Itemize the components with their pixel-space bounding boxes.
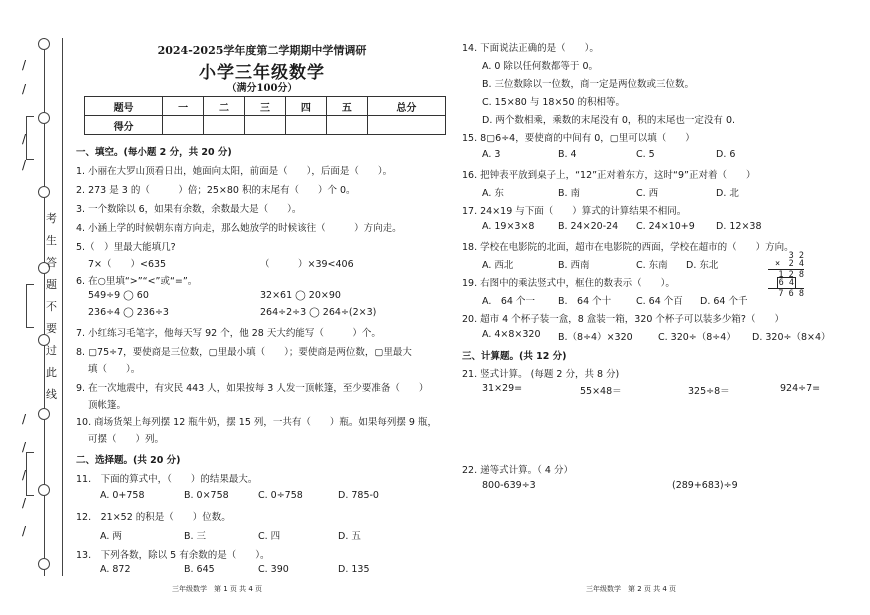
option: B. 24×20-24 bbox=[558, 221, 619, 232]
option: B. 三位数除以一位数，商一定是两位数或三位数。 bbox=[482, 79, 695, 90]
vertical-multiplication-figure bbox=[768, 252, 804, 298]
option: B. 645 bbox=[184, 564, 215, 575]
question-19: 19. 右图中的乘法竖式中，框住的数表示（ ）。 bbox=[462, 278, 675, 289]
full-score-label: （满分100分） bbox=[226, 83, 298, 94]
score-cell[interactable] bbox=[367, 116, 445, 135]
binding-bracket bbox=[26, 116, 34, 160]
question-10-cont: 可摆（ ）列。 bbox=[88, 434, 165, 445]
score-table-header: 五 bbox=[326, 97, 367, 116]
score-cell[interactable] bbox=[204, 116, 245, 135]
vm-multiplicand: 3 2 bbox=[788, 251, 804, 261]
score-cell[interactable] bbox=[285, 116, 326, 135]
binding-warning-char: 考 bbox=[46, 212, 57, 225]
option: C. 320÷（8÷4） bbox=[658, 332, 736, 343]
vm-result: 7 6 8 bbox=[778, 289, 804, 299]
vm-boxed-partial: 6 4 bbox=[778, 278, 794, 288]
score-cell[interactable] bbox=[326, 116, 367, 135]
page-footer: 三年级数学 第 1 页 共 4 页 bbox=[172, 585, 263, 593]
score-table-header: 三 bbox=[245, 97, 286, 116]
option: A. 19×3×8 bbox=[482, 221, 535, 232]
question-7: 7. 小红练习毛笔字，他每天写 92 个，他 28 天大约能写（ ）个。 bbox=[76, 328, 381, 339]
binding-slash: / bbox=[22, 468, 27, 482]
question-6-item: 32×61 ◯ 20×90 bbox=[260, 290, 341, 301]
question-6-item: 236÷4 ◯ 236÷3 bbox=[88, 307, 169, 318]
question-10: 10. 商场货架上每列摆 12 瓶牛奶，摆 15 列，一共有（ ）瓶。如果每列摆 9 瓶， bbox=[76, 417, 437, 428]
option: B. 南 bbox=[558, 188, 581, 199]
question-6-item: 264÷2÷3 ◯ 264÷(2×3) bbox=[260, 307, 377, 318]
score-table-row bbox=[85, 116, 446, 135]
question-6: 6. 在○里填“>”“<”或“=”。 bbox=[76, 276, 198, 287]
binding-warning-char: 答 bbox=[46, 256, 57, 269]
question-9: 9. 在一次地震中，有灾民 443 人，如果按每 3 人发一顶帐篷，至少要准备（ ） bbox=[76, 383, 429, 394]
calc-item: (289+683)÷9 bbox=[672, 480, 738, 491]
score-cell[interactable] bbox=[163, 116, 204, 135]
binding-slash: / bbox=[22, 440, 27, 454]
question-2: 2. 273 是 3 的（ ）倍；25×80 积的末尾有（ ）个 0。 bbox=[76, 185, 356, 196]
question-4: 4. 小涵上学的时候朝东南方向走，那么她放学的时候该往（ ）方向走。 bbox=[76, 223, 402, 234]
binding-margin bbox=[0, 0, 72, 615]
option: A. 4×8×320 bbox=[482, 329, 541, 340]
option: A. 872 bbox=[100, 564, 131, 575]
page-2 bbox=[462, 0, 862, 615]
question-1: 1. 小丽在大罗山顶看日出，她面向太阳，前面是（ ），后面是（ ）。 bbox=[76, 166, 393, 177]
option: A. 西北 bbox=[482, 260, 514, 271]
question-22: 22. 递等式计算。（ 4 分） bbox=[462, 465, 573, 476]
binding-hole-icon bbox=[38, 558, 50, 570]
score-table-header: 一 bbox=[163, 97, 204, 116]
option: A. 两 bbox=[100, 531, 122, 542]
binding-slash: / bbox=[22, 158, 27, 172]
option: C. 5 bbox=[636, 149, 655, 160]
option: C. 390 bbox=[258, 564, 289, 575]
binding-hole-icon bbox=[38, 484, 50, 496]
option: D. 6 bbox=[716, 149, 736, 160]
option: C. 64 个百 bbox=[636, 296, 683, 307]
option: B.（8÷4）×320 bbox=[558, 332, 633, 343]
option: A. 3 bbox=[482, 149, 501, 160]
question-6-item: 549÷9 ◯ 60 bbox=[88, 290, 149, 301]
exam-title: 2024-2025学年度第二学期期中学情调研 bbox=[157, 44, 367, 57]
binding-slash: / bbox=[22, 132, 27, 146]
binding-warning-char: 过 bbox=[46, 344, 57, 357]
question-12: 12. 21×52 的积是（ ）位数。 bbox=[76, 512, 231, 523]
question-16: 16. 把钟表平放到桌子上，“12”正对着东方，这时“9”正对着（ ） bbox=[462, 170, 756, 181]
option: D. 135 bbox=[338, 564, 370, 575]
score-row-label: 得分 bbox=[85, 116, 163, 135]
calc-item: 800-639÷3 bbox=[482, 480, 536, 491]
binding-slash: / bbox=[22, 496, 27, 510]
question-11: 11. 下面的算式中，（ ）的结果最大。 bbox=[76, 474, 258, 485]
question-9-cont: 顶帐篷。 bbox=[88, 400, 127, 411]
option: D. 两个数相乘，乘数的末尾没有 0，积的末尾也一定没有 0. bbox=[482, 115, 736, 126]
option: B. 64 个十 bbox=[558, 296, 612, 307]
calc-item: 55×48＝ bbox=[580, 386, 622, 397]
page-footer: 三年级数学 第 2 页 共 4 页 bbox=[586, 585, 677, 593]
option: C. 西 bbox=[636, 188, 659, 199]
option: D. 320÷（8×4） bbox=[752, 332, 831, 343]
binding-hole-icon bbox=[38, 408, 50, 420]
score-table-header: 二 bbox=[204, 97, 245, 116]
question-20: 20. 超市 4 个杯子装一盒，8 盒装一箱，320 个杯子可以装多少箱?（ ） bbox=[462, 314, 784, 325]
option: D. 785-0 bbox=[338, 490, 379, 501]
section-heading: 三、计算题。(共 12 分) bbox=[462, 351, 567, 362]
question-17: 17. 24×19 与下面（ ）算式的计算结果不相同。 bbox=[462, 206, 687, 217]
vm-partial-2-row bbox=[768, 279, 804, 287]
question-14: 14. 下面说法正确的是（ ）。 bbox=[462, 43, 599, 54]
binding-slash: / bbox=[22, 82, 27, 96]
vm-multiplier: × 2 4 bbox=[775, 259, 804, 269]
binding-bracket bbox=[26, 284, 34, 328]
question-13: 13. 下列各数，除以 5 有余数的是（ ）。 bbox=[76, 550, 270, 561]
option: C. 15×80 与 18×50 的积相等。 bbox=[482, 97, 626, 108]
binding-slash: / bbox=[22, 58, 27, 72]
option: D. 东北 bbox=[686, 260, 719, 271]
page-title: 小学三年级数学 bbox=[199, 63, 325, 83]
calc-item: 924÷7= bbox=[780, 383, 821, 394]
binding-hole-icon bbox=[38, 186, 50, 198]
option: B. 三 bbox=[184, 531, 207, 542]
score-cell[interactable] bbox=[245, 116, 286, 135]
option: A. 0 除以任何数都等于 0。 bbox=[482, 61, 598, 72]
page-1 bbox=[76, 0, 448, 615]
binding-hole-icon bbox=[38, 38, 50, 50]
question-15: 15. 8▢6÷4，要使商的中间有 0，▢里可以填（ ） bbox=[462, 133, 695, 144]
question-5-part-b: （ ）×39<406 bbox=[260, 259, 354, 270]
option: D. 北 bbox=[716, 188, 739, 199]
option: C. 四 bbox=[258, 531, 281, 542]
binding-line bbox=[62, 38, 63, 576]
binding-warning-char: 要 bbox=[46, 322, 57, 335]
option: C. 东南 bbox=[636, 260, 668, 271]
binding-warning-char: 题 bbox=[46, 278, 57, 291]
option: B. 西南 bbox=[558, 260, 590, 271]
calc-item: 31×29= bbox=[482, 383, 523, 394]
binding-bracket bbox=[26, 452, 34, 496]
option: C. 24×10+9 bbox=[636, 221, 695, 232]
option: A. 64 个一 bbox=[482, 296, 535, 307]
binding-warning-char: 线 bbox=[46, 388, 57, 401]
option: D. 64 个千 bbox=[700, 296, 748, 307]
score-table-header-row bbox=[85, 97, 446, 116]
score-table bbox=[84, 96, 446, 135]
score-table-header: 题号 bbox=[85, 97, 163, 116]
binding-warning-char: 生 bbox=[46, 234, 57, 247]
question-3: 3. 一个数除以 6，如果有余数，余数最大是（ ）。 bbox=[76, 204, 302, 215]
question-8-cont: 填（ ）。 bbox=[88, 364, 141, 375]
score-table-header: 四 bbox=[285, 97, 326, 116]
binding-warning-char: 此 bbox=[46, 366, 57, 379]
question-8: 8. ▢75÷7，要使商是三位数，▢里最小填（ ）；要使商是两位数，▢里最大 bbox=[76, 347, 412, 358]
binding-hole-icon bbox=[38, 112, 50, 124]
vm-partial-1: 1 2 8 bbox=[778, 270, 804, 280]
section-heading: 二、选择题。(共 20 分) bbox=[76, 455, 181, 466]
question-21: 21. 竖式计算。 (每题 2 分，共 8 分) bbox=[462, 369, 620, 380]
binding-warning-char: 不 bbox=[46, 300, 57, 313]
question-5-part-a: 7×（ ）<635 bbox=[88, 259, 167, 270]
option: B. 4 bbox=[558, 149, 577, 160]
option: A. 东 bbox=[482, 188, 504, 199]
question-5: 5.（ ）里最大能填几? bbox=[76, 242, 176, 253]
option: D. 12×38 bbox=[716, 221, 762, 232]
option: C. 0÷758 bbox=[258, 490, 303, 501]
option: A. 0+758 bbox=[100, 490, 145, 501]
section-heading: 一、填空。(每小题 2 分，共 20 分) bbox=[76, 147, 232, 158]
option: D. 五 bbox=[338, 531, 361, 542]
binding-slash: / bbox=[22, 524, 27, 538]
question-18: 18. 学校在电影院的北面，超市在电影院的西面，学校在超市的（ ）方向。 bbox=[462, 242, 794, 253]
score-table-header: 总分 bbox=[367, 97, 445, 116]
option: B. 0×758 bbox=[184, 490, 229, 501]
calc-item: 325÷8＝ bbox=[688, 386, 730, 397]
binding-slash: / bbox=[22, 412, 27, 426]
